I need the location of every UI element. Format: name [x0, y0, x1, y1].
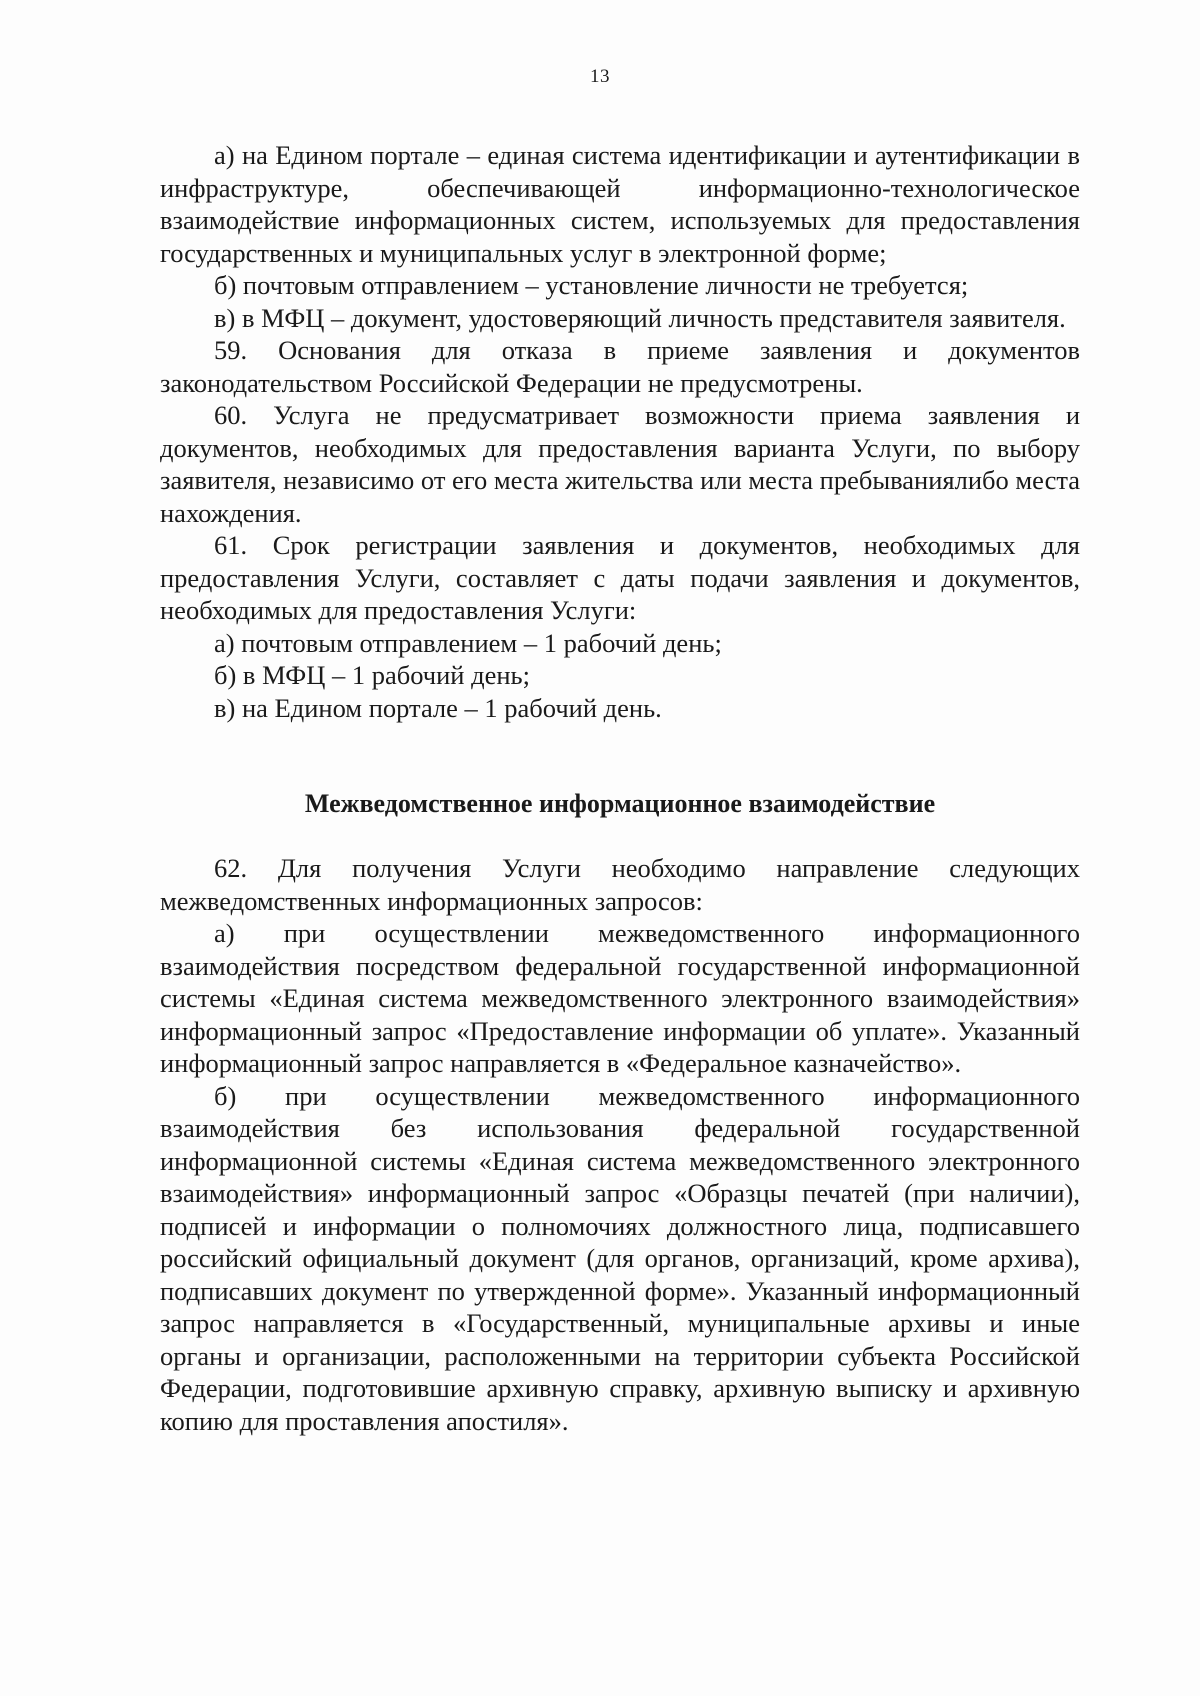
section-heading: Межведомственное информационное взаимодействие [304, 789, 936, 818]
paragraph-identification-post: б) почтовым отправлением – установление личности не требуется; [214, 270, 969, 300]
page-number: 13 [590, 66, 610, 87]
paragraph-62-a: а) при осуществлении межведомственного информационного взаимодействия посредством федеральной государственной информационной системы «Единая система межведомственного электронного взаимодействия» информационный запрос «Предоставление информации об уплате». Указанный информационный запрос направляется в «Федеральное казначейство». [160, 918, 1080, 1078]
paragraph-identification-mfc: в) в МФЦ – документ, удостоверяющий личность представителя заявителя. [214, 302, 1066, 333]
paragraph-61-b: б) в МФЦ – 1 рабочий день; [214, 660, 530, 690]
paragraph-59: 59. Основания для отказа в приеме заявления и документов законодательством Российской Федерации не предусмотрены. [160, 335, 1080, 398]
document-body [160, 139, 1080, 1437]
paragraph-60: 60. Услуга не предусматривает возможности приема заявления и документов, необходимых для предоставления варианта Услуги, по выбору заявителя, независимо от его места жительства или места пребываниялибо места нахождения. [160, 400, 1080, 528]
paragraph-61-a: а) почтовым отправлением – 1 рабочий день; [214, 627, 722, 658]
paragraph-61: 61. Срок регистрации заявления и документов, необходимых для предоставления Услуги, составляет с даты подачи заявления и документов, необходимых для предоставления Услуги: [160, 530, 1080, 625]
paragraph-61-c: в) на Едином портале – 1 рабочий день. [214, 692, 662, 723]
section-spacer [160, 724, 1080, 756]
paragraph-62-b: б) при осуществлении межведомственного информационного взаимодействия без использования федеральной государственной информационной системы «Единая система межведомственного электронного взаимодействия» информационный запрос «Образцы печатей (при наличии), подписей и информации о полномочиях должностного лица, подписавшего российский официальный документ (для органов, организаций, кроме архива), подписавших документ по утвержденной форме». Указанный информационный запрос направляется в «Государственный, муниципальные архивы и иные органы и организации, расположенными на территории субъекта Российской Федерации, подготовившие архивную справку, архивную выписку и архивную копию для проставления апостиля». [160, 1080, 1080, 1436]
paragraph-identification-portal: а) на Едином портале – единая система идентификации и аутентификации в инфраструктуре, обеспечивающей информационно-технологическое взаимодействие информационных систем, используемых для предоставления государственных и муниципальных услуг в электронной форме; [160, 140, 1080, 268]
paragraph-62: 62. Для получения Услуги необходимо направление следующих межведомственных информационных запросов: [160, 853, 1080, 916]
